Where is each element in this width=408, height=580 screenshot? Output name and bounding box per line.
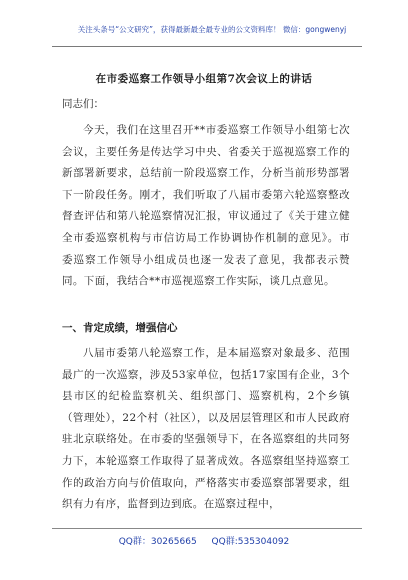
- footer-qq-group-2: QQ群:535304092: [211, 537, 290, 547]
- body-paragraph: 八届市委第八轮巡察工作，是本届巡察对象最多、范围最广的一次巡察，涉及53家单位，包括17家国有企业，3个县市区的纪检监察机关、组织部门、巡察机构，2个乡镇（管理处），22个村（社区），以及居层管理区和市人民政府驻北京联络处。在市委的坚强领导下，在各巡察组的共同努力下，本轮巡察工作取得了显著成效。各巡察组坚持巡察工作的政治方向与价值取向，严格落实市委巡察部署要求，组织有力有序，监督到边到底。在巡察过程中，: [62, 347, 350, 511]
- header-divider: [52, 46, 362, 47]
- page-header: 关注头条号“公文研究”，获得最新最全最专业的公文资料库！ 微信：gongwenyj: [77, 25, 347, 34]
- greeting: 同志们：: [62, 98, 104, 110]
- document-title: 在市委巡察工作领导小组第7次会议上的讲话: [95, 73, 313, 85]
- section-heading: 一、肯定成绩，增强信心: [62, 322, 178, 334]
- footer-qq-group-1: QQ群：30265665: [118, 537, 197, 547]
- footer-divider: [52, 528, 362, 529]
- body-paragraph: 今天，我们在这里召开**市委巡察工作领导小组第七次会议，主要任务是传达学习中央、省委关于巡视巡察工作的新部署新要求，总结前一阶段巡察工作，分析当前形势部署下一阶段任务。刚才，我们听取了八届市委第六轮巡察整改督查评估和第八轮巡察情况汇报，审议通过了《关于建立健全市委巡察机构与市信访局工作协调协作机制的意见》。市委巡察工作领导小组成员也逐一发表了意见，我都表示赞同。下面，我结合**市巡视巡察工作实际，谈几点意见。: [62, 124, 350, 288]
- page-footer: [0, 534, 408, 547]
